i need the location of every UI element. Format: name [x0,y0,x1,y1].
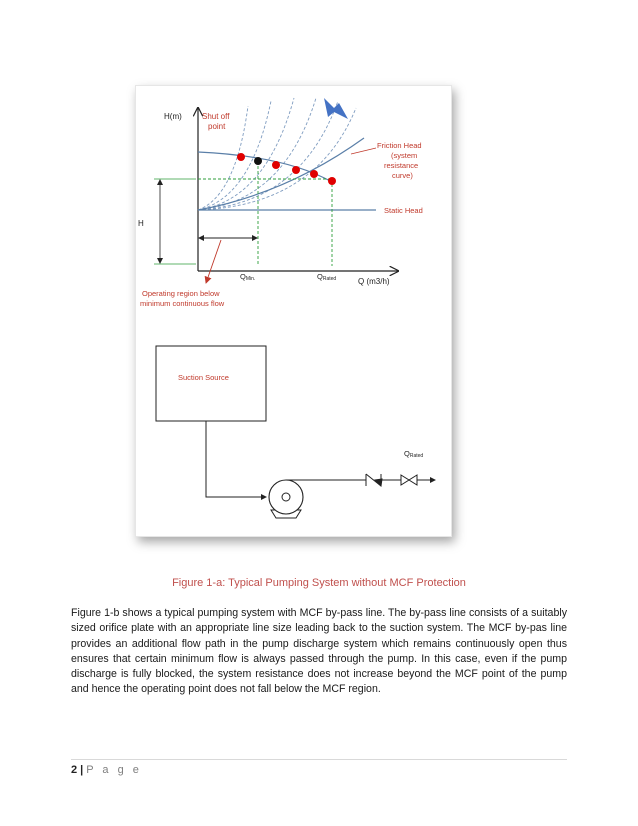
pump-figure [136,86,451,536]
footer-divider [71,759,567,760]
op-point-rated [328,177,336,185]
op-point [292,166,300,174]
page-footer [71,764,142,776]
system-resistance-curve [198,138,364,210]
friction-label-3: resistance [384,161,419,170]
check-valve [366,474,382,486]
friction-pointer [351,148,376,154]
page-number: 2 [71,764,78,776]
op-point [310,170,318,178]
pump-symbol [269,480,303,518]
op-point [237,153,245,161]
page-word: P a g e [86,764,142,776]
region-arrow-right [252,235,258,241]
shutoff-label-1: Shut off [202,112,230,121]
static-head-label: Static Head [384,206,423,215]
shutoff-label-2: point [208,122,226,131]
h-arrow-head-bottom [157,258,163,264]
figure-frame [135,85,452,537]
y-axis-label: H(m) [164,112,182,121]
gate-valve [401,475,417,485]
figure-caption: Figure 1-a: Typical Pumping System without MCF Protection [172,577,466,589]
region-label-1: Operating region below [142,289,220,298]
suction-source-label: Suction Source [178,373,229,382]
region-label-2: minimum continuous flow [140,299,225,308]
operating-region-pointer [206,240,221,283]
body-paragraph: Figure 1-b shows a typical pumping system with MCF by-pass line. The by-pass line consists of a suitably sized orifice plate with an appropriate line size leading back to the suction system. The MCF by-pas line provides an additional flow path in the pump discharge system which remains continuously open thus ensures that certain minimum flow is always passed through the pump. In this case, even if the pump discharge is fully blocked, the system resistance does not increase beyond the MCF point of the pump and hence the operating point does not fall below the MCF region. [71,607,567,696]
head-marker: H [138,219,144,228]
x-axis-label: Q (m3/h) [358,277,390,286]
op-point [272,161,280,169]
discharge-arrow-head [430,477,436,483]
region-arrow-left [198,235,204,241]
footer-separator: | [80,764,84,776]
q-min-label: QMin. [240,272,256,282]
friction-label-2: (system [391,151,418,160]
friction-label-4: curve) [392,171,413,180]
pump-curve [198,152,332,182]
h-arrow-head-top [157,179,163,185]
suction-pipe [206,421,263,497]
schematic-q-rated-label: QRated [404,449,424,459]
suction-source-box [156,346,266,421]
direction-arrow [324,98,348,119]
q-rated-label: QRated [317,272,337,282]
operating-points [237,153,336,185]
suction-arrow-head [261,494,267,500]
friction-label-1: Friction Head [377,141,422,150]
op-point-shutoff [254,157,262,165]
